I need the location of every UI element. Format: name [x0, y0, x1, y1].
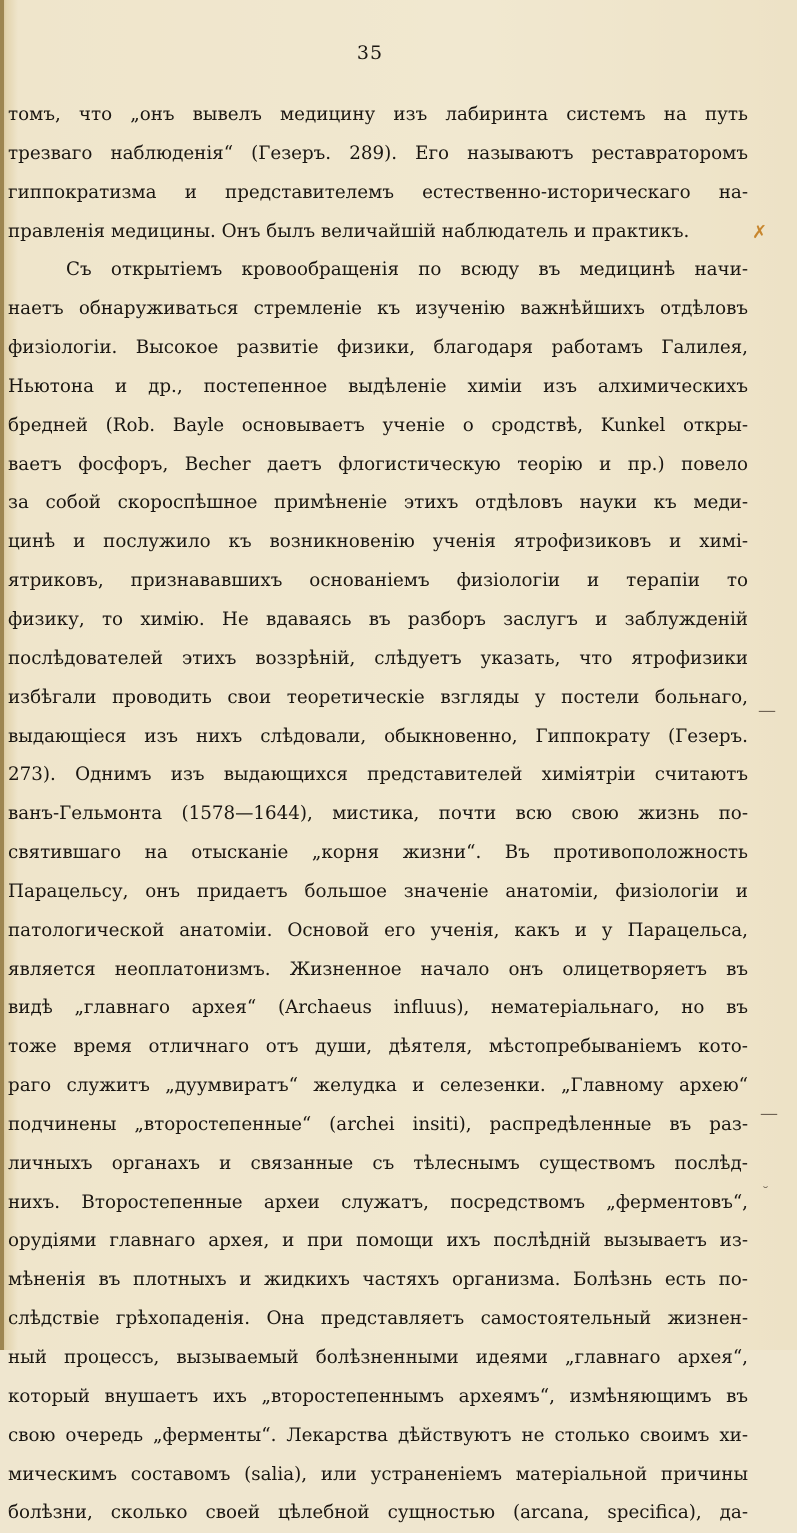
text-line: выдающіеся изъ нихъ слѣдовали, обыкновенно, Гиппократу (Гезеръ.	[8, 725, 748, 747]
text-line: свою очередь „ферменты“. Лекарства дѣйствуютъ не столько своимъ хи-	[8, 1424, 748, 1446]
text-line: нихъ. Второстепенные археи служатъ, посредствомъ „ферментовъ“,	[8, 1191, 748, 1213]
text-line: тоже время отличнаго отъ души, дѣятеля, мѣстопребываніемъ кото-	[8, 1036, 748, 1058]
text-line: подчинены „второстепенные“ (archei insiti), распредѣленные въ раз-	[8, 1113, 748, 1135]
text-line: орудіями главнаго архея, и при помощи ихъ послѣдній вызываетъ из-	[8, 1230, 748, 1252]
text-line: бредней (Rob. Bayle основываетъ ученіе о сродствѣ, Kunkel откры-	[8, 414, 748, 436]
text-line: личныхъ органахъ и связанные съ тѣлеснымъ существомъ послѣд-	[8, 1152, 748, 1174]
text-line: болѣзни, сколько своей цѣлебной сущностью (arcana, specifica), да-	[8, 1502, 748, 1524]
text-line: ный процессъ, вызываемый болѣзненными идеями „главнаго архея“,	[8, 1347, 748, 1368]
margin-dash-mark: —	[760, 1103, 778, 1124]
text-line: ваетъ фосфоръ, Becher даетъ флогистическую теорію и пр.) повело	[8, 453, 748, 475]
text-line: трезваго наблюденія“ (Гезеръ. 289). Его называютъ реставраторомъ	[8, 142, 748, 164]
text-line: цинѣ и послужило къ возникновенію ученія ятрофизиковъ и химі-	[8, 531, 748, 553]
text-line: наетъ обнаруживаться стремленіе къ изученію важнѣйшихъ отдѣловъ	[8, 298, 748, 320]
text-line: томъ, что „онъ вывелъ медицину изъ лабиринта системъ на путь	[8, 104, 748, 125]
text-line: который внушаетъ ихъ „второстепеннымъ археямъ“, измѣняющимъ въ	[8, 1385, 748, 1407]
text-line: физіологіи. Высокое развитіе физики, благодаря работамъ Галилея,	[8, 337, 748, 359]
text-line: Парацельсу, онъ придаетъ большое значеніе анатоміи, физіологіи и	[8, 880, 748, 902]
text-line: правленія медицины. Онъ былъ величайшій наблюдатель и практикъ.	[8, 220, 690, 242]
text-line: 273). Однимъ изъ выдающихся представителей химіятріи считаютъ	[8, 764, 748, 786]
text-line: ванъ-Гельмонта (1578—1644), мистика, почти всю свою жизнь по-	[8, 803, 748, 825]
text-line: слѣдствіе грѣхопаденія. Она представляетъ самостоятельный жизнен-	[8, 1308, 748, 1330]
text-line: мѣненія въ плотныхъ и жидкихъ частяхъ организма. Болѣзнь есть по-	[8, 1269, 748, 1291]
text-line: Ньютона и др., постепенное выдѣленіе химіи изъ алхимическихъ	[8, 375, 748, 397]
text-line: видѣ „главнаго архея“ (Archaeus influus), нематеріальнаго, но въ	[8, 997, 748, 1019]
text-line: послѣдователей этихъ воззрѣній, слѣдуетъ указать, что ятрофизики	[8, 647, 748, 669]
page-number: 35	[356, 42, 384, 64]
margin-pencil-mark: ✗	[752, 222, 768, 243]
text-line: ятриковъ, признававшихъ основаніемъ физіологіи и терапіи то	[8, 570, 748, 592]
margin-dash-mark: —	[758, 700, 776, 721]
text-line: Съ открытіемъ кровообращенія по всюду въ медицинѣ начи-	[66, 259, 748, 281]
text-line: патологической анатоміи. Основой его ученія, какъ и у Парацельса,	[8, 919, 748, 941]
text-line: избѣгали проводить свои теоретическіе взгляды у постели больнаго,	[8, 686, 748, 708]
text-line: является неоплатонизмъ. Жизненное начало онъ олицетворяетъ въ	[8, 958, 748, 980]
text-line: за собой скороспѣшное примѣненіе этихъ отдѣловъ науки къ меди-	[8, 492, 748, 514]
text-line: гиппократизма и представителемъ естественно-историческаго на-	[8, 181, 748, 203]
page-spine-edge	[0, 0, 4, 1350]
body-text	[8, 96, 748, 1533]
text-line: святившаго на отысканіе „корня жизни“. Въ противоположность	[8, 842, 748, 864]
margin-tick-mark: ˘	[762, 1185, 769, 1201]
text-line: физику, то химію. Не вдаваясь въ разборъ заслугъ и заблужденій	[8, 608, 748, 630]
text-line: раго служитъ „дуумвиратъ“ желудка и селезенки. „Главному архею“	[8, 1075, 748, 1097]
text-line: мическимъ составомъ (salia), или устраненіемъ матеріальной причины	[8, 1463, 748, 1485]
